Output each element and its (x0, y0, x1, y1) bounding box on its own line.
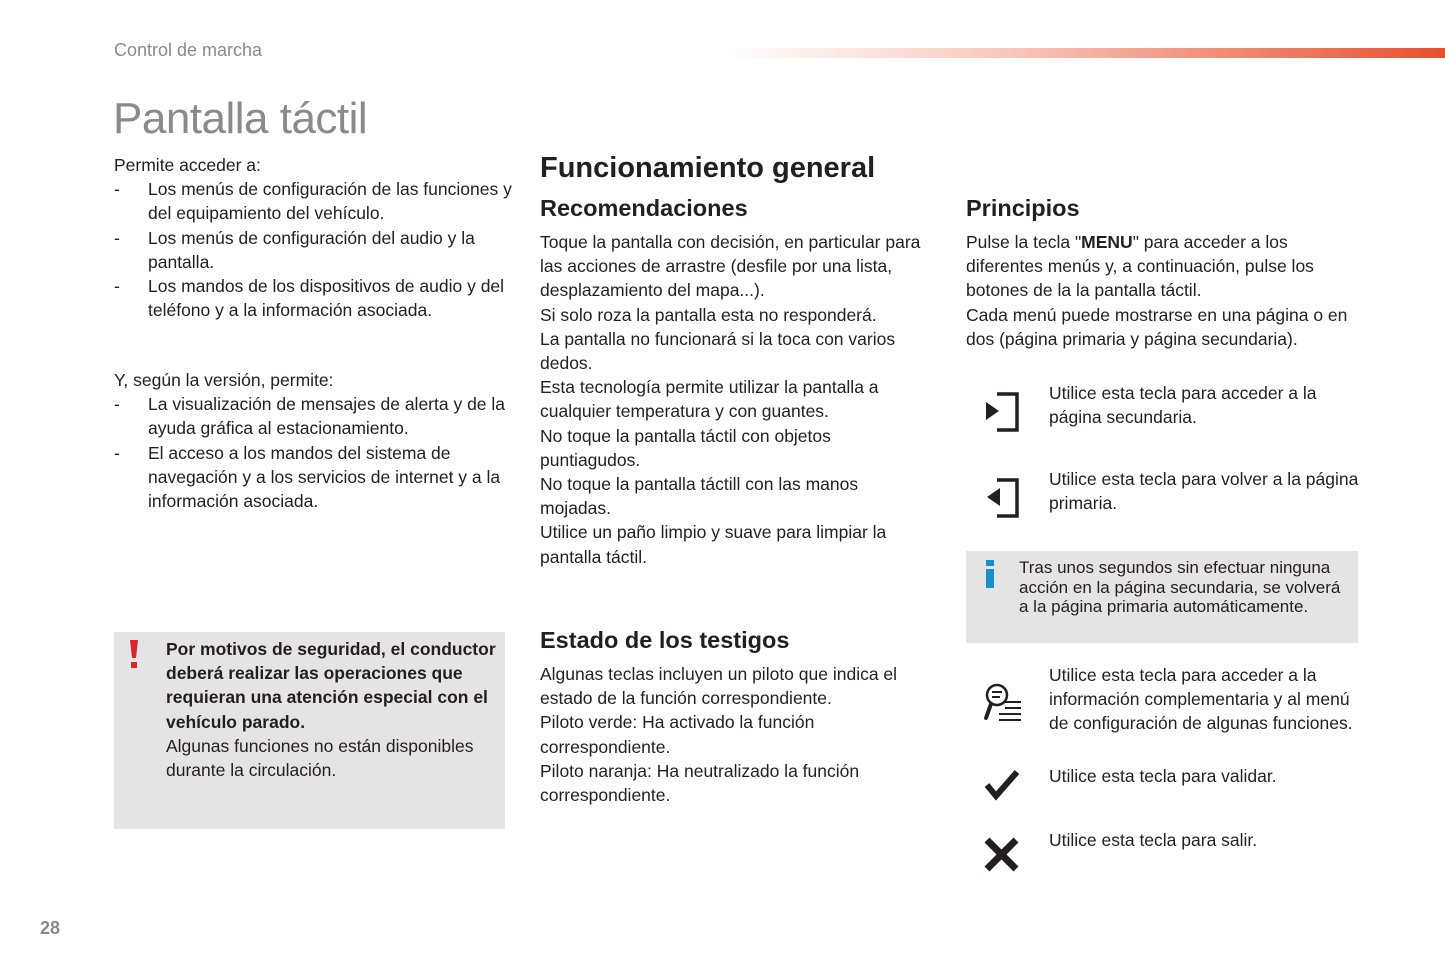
warning-normal-text: Algunas funciones no están disponibles durante la circulación. (166, 735, 474, 781)
paragraph-line: Algunas teclas incluyen un piloto que indica el estado de la función correspondiente. (540, 664, 898, 709)
paragraph-line: Si solo roza la pantalla esta no responderá. (540, 304, 877, 325)
paragraph-line: Piloto verde: Ha activado la función correspondiente. (540, 712, 815, 757)
list-item: - Los menús de configuración del audio y la pantalla. (114, 226, 514, 274)
warning-bold-text: Por motivos de seguridad, el conductor deberá realizar las operaciones que requieran una atención especial con el vehículo parado. (166, 639, 496, 732)
paragraph-line: No toque la pantalla táctil con objetos puntiagudos. (540, 425, 831, 470)
general-heading: Funcionamiento general (540, 152, 876, 184)
warning-text (166, 637, 501, 782)
principios-paragraph-2: Cada menú puede mostrarse en una página o en dos (página primaria y página secundaria). (966, 304, 1348, 349)
estado-heading: Estado de los testigos (540, 627, 790, 653)
page-number: 28 (40, 918, 61, 938)
key-description: Utilice esta tecla para acceder a la página secundaria. (1049, 383, 1317, 428)
page-title: Pantalla táctil (113, 94, 368, 143)
check-icon (984, 768, 1024, 812)
info-config-icon (983, 682, 1023, 726)
menu-key-label: MENU (1081, 232, 1133, 252)
list-item: - Los mandos de los dispositivos de audio y del teléfono y a la información asociada. (114, 274, 514, 322)
header-accent-bar (725, 48, 1445, 58)
paragraph-line: Utilice un paño limpio y suave para limpiar la pantalla táctil. (540, 522, 887, 567)
recomendaciones-text (540, 230, 930, 569)
paragraph-line: Esta tecnología permite utilizar la pantalla a cualquier temperatura y con guantes. (540, 377, 879, 422)
version-lead: Y, según la versión, permite: (114, 370, 334, 390)
list-item: - Los menús de configuración de las funciones y del equipamiento del vehículo. (114, 177, 514, 225)
list-item: - El acceso a los mandos del sistema de navegación y a los servicios de internet y a la información asociada. (114, 441, 514, 514)
info-text: Tras unos segundos sin efectuar ninguna acción en la página secundaria, se volverá a la página primaria automáticamente. (1019, 558, 1341, 616)
intro-lead: Permite acceder a: (114, 155, 261, 175)
principios-paragraph (966, 230, 1366, 303)
paragraph-line: No toque la pantalla táctill con las manos mojadas. (540, 474, 859, 519)
text-fragment: Pulse la tecla " (966, 232, 1082, 252)
paragraph-line: Toque la pantalla con decisión, en particular para las acciones de arrastre (desfile por una lista, desplazamiento del mapa...). (540, 232, 921, 301)
paragraph-line: Piloto naranja: Ha neutralizado la función correspondiente. (540, 760, 860, 806)
principios-heading: Principios (966, 195, 1080, 221)
estado-text (540, 662, 930, 807)
close-icon (983, 836, 1023, 880)
key-description: Utilice esta tecla para salir. (1049, 830, 1258, 850)
section-label: Control de marcha (114, 40, 263, 60)
secondary-page-icon (983, 390, 1023, 434)
version-list (114, 392, 514, 513)
intro-list (114, 177, 514, 322)
key-description: Utilice esta tecla para validar. (1049, 766, 1277, 786)
recomendaciones-heading: Recomendaciones (540, 195, 748, 221)
key-description: Utilice esta tecla para volver a la página primaria. (1049, 469, 1359, 514)
intro-section (114, 153, 514, 322)
list-item: - La visualización de mensajes de alerta y de la ayuda gráfica al estacionamiento. (114, 392, 514, 440)
principios-text (966, 230, 1366, 351)
paragraph-line: La pantalla no funcionará si la toca con varios dedos. (540, 328, 896, 374)
primary-page-icon (983, 476, 1023, 520)
version-section (114, 368, 514, 513)
exclamation-icon (127, 638, 141, 677)
info-icon (983, 559, 997, 589)
text-fragment: " para acceder a los diferentes menús y, a continuación, pulse los botones de la la pantalla táctil. (966, 232, 1314, 301)
key-description: Utilice esta tecla para acceder a la información complementaria y al menú de configuración de algunas funciones. (1049, 665, 1353, 734)
